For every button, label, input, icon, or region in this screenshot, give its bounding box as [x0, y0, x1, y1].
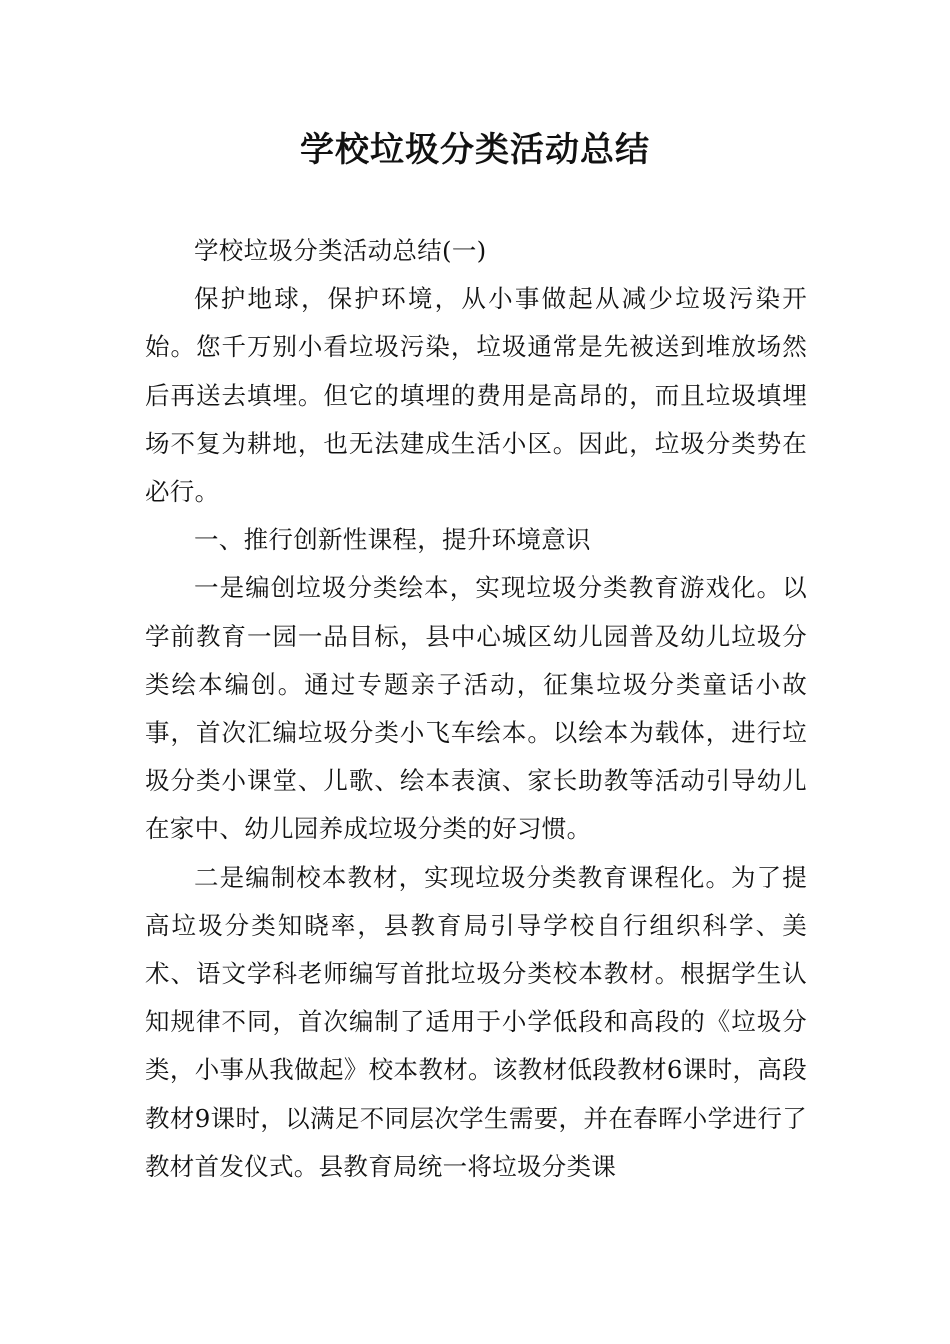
paragraph: 一是编创垃圾分类绘本，实现垃圾分类教育游戏化。以学前教育一园一品目标，县中心城区幼儿园普及幼儿垃圾分类绘本编创。通过专题亲子活动，征集垃圾分类童话小故事，首次汇编垃圾分类小飞车绘本。以绘本为载体，进行垃圾分类小课堂、儿歌、绘本表演、家长助教等活动引导幼儿在家中、幼儿园养成垃圾分类的好习惯。 [145, 573, 807, 844]
section-heading: 学校垃圾分类活动总结(一) [194, 236, 487, 265]
paragraph: 保护地球，保护环境，从小事做起从减少垃圾污染开始。您千万别小看垃圾污染，垃圾通常是先被送到堆放场然后再送去填埋。但它的填埋的费用是高昂的，而且垃圾填埋场不复为耕地，也无法建成生活小区。因此，垃圾分类势在必行。 [145, 284, 807, 507]
subsection-heading: 一、推行创新性课程，提升环境意识 [194, 525, 591, 555]
paragraph: 二是编制校本教材，实现垃圾分类教育课程化。为了提高垃圾分类知晓率，县教育局引导学校自行组织科学、美术、语文学科老师编写首批垃圾分类校本教材。根据学生认知规律不同，首次编制了适用于小学低段和高段的《垃圾分类，小事从我做起》校本教材。该教材低段教材6课时，高段教材9课时，以满足不同层次学生需要，并在春晖小学进行了教材首发仪式。县教育局统一将垃圾分类课 [145, 862, 807, 1181]
document-body [145, 227, 807, 1191]
document-title: 学校垃圾分类活动总结 [300, 130, 650, 170]
